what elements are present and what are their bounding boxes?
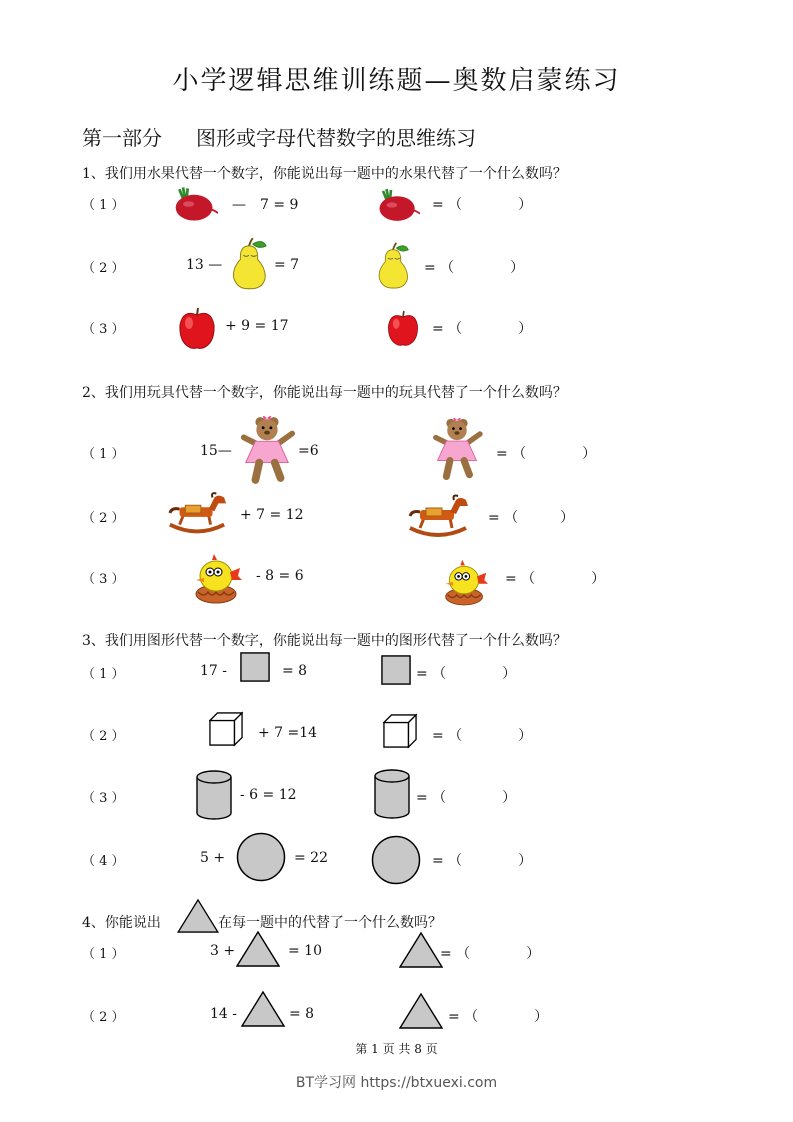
cylinder-icon <box>374 768 410 820</box>
cube-icon <box>383 713 417 749</box>
item-label: （ 2 ） <box>82 511 125 526</box>
answer-blank[interactable]: = （ ） <box>448 1009 549 1025</box>
equation-text: = 8 <box>282 663 308 679</box>
chick-icon <box>442 556 488 606</box>
item-label: （ 2 ） <box>82 261 125 276</box>
equation-text: = 22 <box>294 850 328 866</box>
item-label: （ 3 ） <box>82 791 125 806</box>
triangle-icon <box>236 931 280 967</box>
part-name: 图形或字母代替数字的思维练习 <box>196 126 476 150</box>
question-4-suffix: 在每一题中的代替了一个什么数吗？ <box>218 915 442 931</box>
square-icon <box>381 655 411 685</box>
rocking-horse-icon <box>406 494 470 538</box>
answer-blank[interactable]: = （ ） <box>432 728 533 744</box>
answer-blank[interactable]: = （ ） <box>488 510 575 526</box>
answer-blank[interactable]: = （ ） <box>416 666 517 682</box>
answer-blank[interactable]: = （ ） <box>496 446 597 462</box>
pear-icon <box>376 241 410 289</box>
circle-icon <box>371 835 421 885</box>
radish-icon <box>376 187 420 223</box>
equation-text: + 9 = 17 <box>225 318 289 334</box>
part-label: 第一部分 <box>82 126 162 150</box>
equation-text: 17 - <box>200 663 227 679</box>
item-label: （ 3 ） <box>82 572 125 587</box>
triangle-icon <box>399 993 443 1029</box>
teddy-bear-icon <box>430 418 484 480</box>
answer-blank[interactable]: = （ ） <box>432 197 533 213</box>
equation-text: + 7 =14 <box>258 725 318 741</box>
item-label: （ 1 ） <box>82 667 125 682</box>
cube-icon <box>209 710 243 748</box>
equation-text: - 6 = 12 <box>240 787 297 803</box>
item-label: （ 2 ） <box>82 1010 125 1025</box>
answer-blank[interactable]: = （ ） <box>432 321 533 337</box>
item-label: （ 3 ） <box>82 322 125 337</box>
pear-icon <box>230 236 268 290</box>
apple-icon <box>177 307 217 349</box>
equation-text: = 7 <box>274 257 300 273</box>
equation-text: — 7 = 9 <box>232 197 299 213</box>
equation-text: = 8 <box>289 1006 315 1022</box>
item-label: （ 1 ） <box>82 947 125 962</box>
question-4-prefix: 4、你能说出 <box>82 915 161 931</box>
triangle-icon <box>241 991 285 1027</box>
radish-icon <box>172 185 218 223</box>
question-3: 3、我们用图形代替一个数字，你能说出每一题中的图形代替了一个什么数吗？ <box>82 633 567 649</box>
answer-blank[interactable]: = （ ） <box>416 790 517 806</box>
answer-blank[interactable]: = （ ） <box>432 853 533 869</box>
equation-text: 5 + <box>200 850 226 866</box>
rocking-horse-icon <box>166 490 228 536</box>
equation-text: 14 - <box>210 1006 237 1022</box>
answer-blank[interactable]: = （ ） <box>505 571 606 587</box>
square-icon <box>240 652 270 682</box>
equation-text: = 10 <box>288 943 322 959</box>
item-label: （ 2 ） <box>82 729 125 744</box>
answer-blank[interactable]: = （ ） <box>440 946 541 962</box>
item-label: （ 4 ） <box>82 854 125 869</box>
equation-text: 13 — <box>186 257 223 273</box>
page-title: 小学逻辑思维训练题—奥数启蒙练习 <box>172 66 621 96</box>
circle-icon <box>236 832 286 882</box>
triangle-icon <box>176 899 220 933</box>
equation-text: =6 <box>298 443 319 459</box>
watermark[interactable]: BT学习网 https://btxuexi.com <box>295 1075 498 1091</box>
answer-blank[interactable]: = （ ） <box>424 260 525 276</box>
equation-text: + 7 = 12 <box>240 507 304 523</box>
question-2: 2、我们用玩具代替一个数字，你能说出每一题中的玩具代替了一个什么数吗？ <box>82 385 567 401</box>
teddy-bear-icon <box>238 416 296 484</box>
cylinder-icon <box>196 770 232 820</box>
page-footer: 第 1 页 共 8 页 <box>355 1042 438 1056</box>
item-label: （ 1 ） <box>82 447 125 462</box>
equation-text: - 8 = 6 <box>256 568 304 584</box>
equation-text: 15— <box>200 443 232 459</box>
part-heading <box>82 122 476 151</box>
triangle-icon <box>399 932 443 968</box>
equation-text: 3 + <box>210 943 236 959</box>
apple-icon <box>386 309 420 347</box>
item-label: （ 1 ） <box>82 198 125 213</box>
question-1: 1、我们用水果代替一个数字，你能说出每一题中的水果代替了一个什么数吗？ <box>82 166 567 182</box>
chick-icon <box>192 550 242 604</box>
